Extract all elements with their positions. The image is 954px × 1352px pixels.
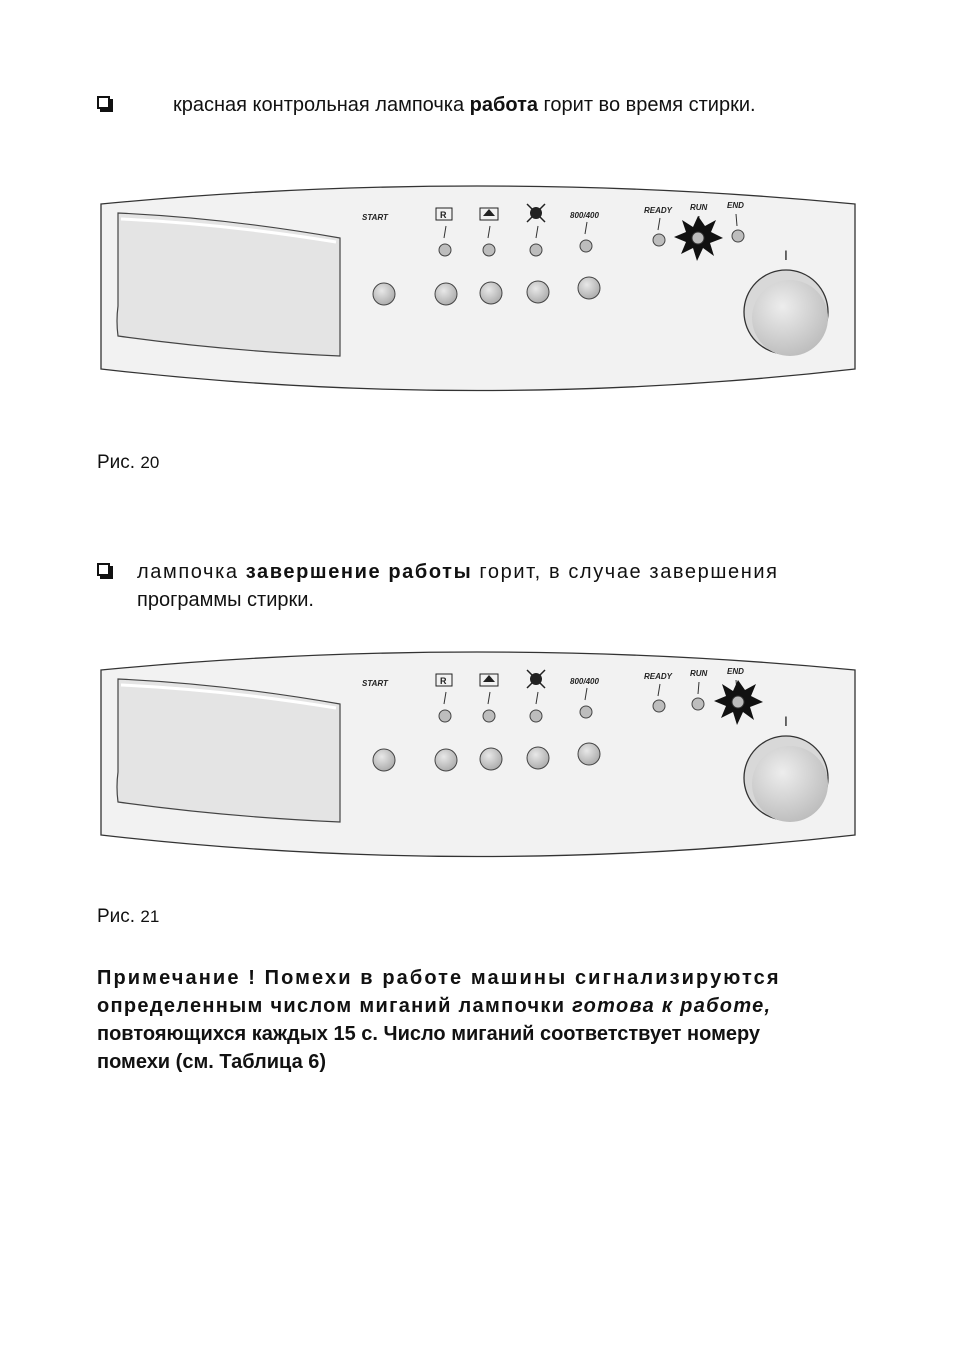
label-ready: READY xyxy=(644,672,673,681)
label-start: START xyxy=(362,213,388,222)
note-line: повтояющихся каждых 15 с. Число миганий соответствует номеру xyxy=(97,1023,761,1045)
detergent-drawer xyxy=(117,213,340,356)
option-led xyxy=(483,710,495,722)
intensive-button[interactable] xyxy=(480,748,502,770)
option-led xyxy=(439,244,451,256)
start-button[interactable] xyxy=(373,749,395,771)
svg-text:I: I xyxy=(784,247,788,263)
option-led xyxy=(483,244,495,256)
label-speed: 800/400 xyxy=(570,677,599,686)
speed-button[interactable] xyxy=(578,743,600,765)
detergent-drawer xyxy=(117,679,340,822)
no-spin-button[interactable] xyxy=(527,281,549,303)
svg-text:R: R xyxy=(440,210,447,220)
fault-note xyxy=(97,964,857,1076)
no-spin-button[interactable] xyxy=(527,747,549,769)
label-speed: 800/400 xyxy=(570,211,599,220)
label-run: RUN xyxy=(690,203,708,212)
checkbox-bullet-icon xyxy=(97,96,110,109)
prewash-button[interactable] xyxy=(435,749,457,771)
label-run: RUN xyxy=(690,669,708,678)
option-led xyxy=(580,240,592,252)
label-end: END xyxy=(727,667,744,676)
prewash-button[interactable] xyxy=(435,283,457,305)
bullet-text: лампочка завершение работы горит, в случае завершения программы стирки. xyxy=(137,561,779,611)
label-ready: READY xyxy=(644,206,673,215)
option-led xyxy=(530,244,542,256)
control-panel-figure-20 xyxy=(96,176,860,406)
note-line: определенным числом миганий лампочки готова к работе, xyxy=(97,995,772,1017)
intensive-button[interactable] xyxy=(480,282,502,304)
label-start: START xyxy=(362,679,388,688)
figure-caption-20: Рис. 20 xyxy=(97,452,160,473)
start-button[interactable] xyxy=(373,283,395,305)
bullet-text: красная контрольная лампочка работа горит во время стирки. xyxy=(173,94,756,116)
note-line: Примечание ! Помехи в работе машины сигнализируются xyxy=(97,967,781,989)
note-line: помехи (см. Таблица 6) xyxy=(97,1051,327,1073)
label-end: END xyxy=(727,201,744,210)
ready-led xyxy=(653,700,665,712)
checkbox-bullet-icon xyxy=(97,563,110,576)
run-led xyxy=(692,698,704,710)
control-panel-figure-21 xyxy=(96,642,860,872)
option-led xyxy=(439,710,451,722)
speed-button[interactable] xyxy=(578,277,600,299)
option-led xyxy=(580,706,592,718)
option-led xyxy=(530,710,542,722)
svg-text:I: I xyxy=(784,713,788,729)
ready-led xyxy=(653,234,665,246)
end-led xyxy=(732,230,744,242)
figure-caption-21: Рис. 21 xyxy=(97,906,160,927)
svg-text:R: R xyxy=(440,676,447,686)
